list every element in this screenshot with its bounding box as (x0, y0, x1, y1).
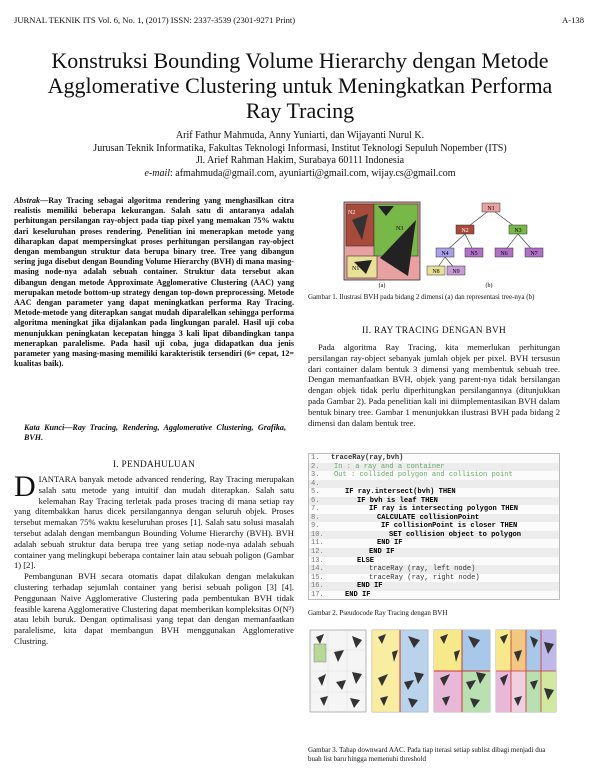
email-label: e-mail (144, 167, 170, 179)
code-line: 10. SET collision object to polygon (309, 531, 559, 540)
code-line: 8. CALCULATE collisionPoint (309, 514, 559, 523)
figure-3-caption: Gambar 3. Tahap downward AAC. Pada tiap iterasi setiap sublist dibagi menjadi dua buah list baru hingga memenuhi threshold (308, 746, 546, 763)
sub-label-a: (a) (378, 283, 386, 288)
figure-1-caption: Gambar 1. Ilustrasi BVH pada bidang 2 dimensi (a) dan representasi tree-nya (b) (308, 293, 535, 301)
figure-3-svg (308, 622, 560, 718)
code-line: 3. Out : collided polygon and collision point (311, 471, 513, 480)
pseudocode-block (308, 453, 560, 600)
code-line: 15. traceRay (ray, right node) (311, 573, 480, 582)
node-label: N7 (530, 251, 538, 257)
code-line: 12. END IF (309, 548, 559, 557)
code-line: 6. IF bvh is leaf THEN (309, 497, 559, 506)
aac-stage-1 (310, 630, 366, 712)
code-line: 2. In : a ray and a container (309, 463, 559, 472)
journal-header: JURNAL TEKNIK ITS Vol. 6, No. 1, (2017) ISSN: 2337-3539 (2301-9271 Print) (14, 15, 296, 25)
dropcap: D (14, 470, 36, 503)
node-label: N4 (441, 251, 449, 257)
fig-label: N1 (352, 266, 360, 272)
code-line: 11. END IF (311, 539, 403, 548)
code-line: 7. IF ray is intersecting polygon THEN (311, 505, 518, 514)
fig-label: N2 (348, 210, 356, 216)
tree-edges (436, 209, 534, 270)
section-heading-1: I. PENDAHULUAN (112, 460, 196, 470)
figure-2-caption: Gambar 2. Pseudocode Ray Tracing dengan BVH (308, 609, 448, 617)
code-line: 9. IF collisionPoint is closer THEN (311, 522, 518, 531)
aac-stage-3 (434, 630, 490, 712)
node-label: N6 (500, 251, 508, 257)
code-line: 1. traceRay(ray,bvh) (311, 454, 404, 462)
authors: Arif Fathur Mahmuda, Anny Yuniarti, dan Wijayanti Nurul K. (175, 130, 425, 141)
code-line: 5. IF ray.intersect(bvh) THEN (311, 488, 456, 497)
code-line: 14. traceRay (ray, left node) (309, 565, 559, 574)
node-label: N9 (452, 269, 460, 275)
section-2-body (308, 342, 560, 428)
page-number: A-138 (562, 15, 584, 25)
email-line (0, 168, 600, 181)
keywords-label: Kata Kunci (24, 423, 65, 432)
figure-1 (308, 200, 558, 288)
node-label: N5 (470, 251, 478, 257)
paragraph: Pembangunan BVH secara otomatis dapat dilakukan dengan melakukan clustering terhadap sejumlah container yang berisi sebuah poligon [3] [4]. Penggunaan Naive Agglomerative Clustering pada pembentukan BVH tidak feasible karena Agglomerative Clustering dapat memberikan kompleksitas O(N³) atau lebih buruk. Dengan optimalisasi yang tepat dan dengan memanfaatkan paralelisme, kita dapat membangun BVH menggunakan Agglomerative Clustring. (14, 571, 294, 646)
figure-3 (308, 622, 560, 718)
paper-title: Konstruksi Bounding Volume Hierarchy dengan Metode Agglomerative Clustering untuk Meningkatkan Performa Ray Tracing (47, 48, 553, 123)
address: Jl. Arief Rahman Hakim, Surabaya 60111 Indonesia (195, 155, 405, 166)
section-1-body (14, 470, 294, 647)
sub-label-b: (b) (485, 283, 493, 288)
paragraph: Pada algoritma Ray Tracing, kita memerlukan perhitungan persilangan ray-object sebanyak jumlah objek per pixel. BVH tersusun dari container dalam bentuk 3 dimensi yang membentuk sebuah tree. Dengan memanfaatkan BVH, objek yang parent-nya tidak bersilangan dengan objek tidak perlu diperhitungkan persilangannya (ditunjukkan pada Gambar 2). Pada penelitian kali ini diimplementasikan BVH dalam bentuk binary tree. Gambar 1 menunjukkan ilustrasi BVH pada bidang 2 dimensi dan dalam bentuk tree. (308, 342, 560, 428)
code-line: 4. (309, 480, 559, 489)
keywords-text: —Ray Tracing, Rendering, Agglomerative Clustering, Grafika, BVH. (24, 423, 286, 443)
section-heading-2: II. RAY TRACING DENGAN BVH (361, 326, 507, 336)
affiliation: Jurusan Teknik Informatika, Fakultas Teknologi Informasi, Institut Teknologi Sepuluh Nopember (ITS) (93, 142, 507, 154)
node-label: N8 (432, 269, 440, 275)
author-block (0, 130, 600, 180)
code-line: 13. ELSE (311, 556, 375, 565)
aac-stage-2 (372, 630, 428, 712)
code-line: 16. END IF (309, 582, 559, 591)
abstract (14, 196, 294, 369)
node-label: N1 (487, 206, 495, 212)
node-label: N2 (461, 228, 469, 234)
email: : afmahmuda@gmail.com, ayuniarti@gmail.com, wijay.cs@gmail.com (170, 167, 456, 179)
paragraph: IANTARA banyak metode advanced rendering, Ray Tracing merupakan salah satu metode yang intuitif dan mudah diterapkan. Salah satu kelemahan Ray Tracing terletak pada proses tracing di mana setiap ray yang ditembakkan harus dicek persilangannya dengan seluruh objek. Proses tersebut memakan 75% waktu keseluruhan proses [1]. Salah satu solusi masalah tersebut adalah dengan membangun Bounding Volume Hierarchy (BVH). BVH adalah sebuah struktur data berupa tree yang setiap node-nya adalah sebuah container yang melingkupi beberapa container lain atau sebuah poligon (Gambar 1) [2]. (14, 474, 294, 571)
figure-1-svg (308, 200, 558, 288)
fig-label: N3 (396, 226, 404, 232)
abstract-label: Abstrak (14, 196, 41, 205)
aac-stage-4 (496, 630, 556, 712)
abstract-text: —Ray Tracing sebagai algoritma rendering yang menghasilkan citra realistis memiliki beberapa kekurangan. Salah satu di antaranya adalah perhitungan persilangan ray-object pada tiap pixel yang memakan 75% waktu dari keseluruhan proses rendering. Penelitian ini menerapkan metode yang diharapkan dapat mempersingkat proses perhitungan persilangan ray-object dengan membangun struktur data berupa binary tree. Tree yang dibangun sering juga disebut dengan Bounding Volume Hierarchy (BVH) di mana masing-masing node-nya adalah sebuah container. Struktur data tersebut akan dibangun dengan metode Approximate Agglomerative Clustering (AAC) yang merupakan metode bottom-up strategy dengan top-down preprocessing. Metode AAC dengan parameter yang dapat meningkatkan performa Ray Tracing. Metode-metode yang diterapkan sangat mudah diparalelkan sehingga performa algoritma meningkat jika dijalankan pada lingkungan paralel. Hasil uji coba menunjukkan peningkatan kecepatan hingga 3 kali lipat dibandingkan tanpa menerapkan paralelisme. Pada hasil uji coba, juga didapatkan dua jenis parameter yang masing-masing memiliki karakteristik tersendiri (6= cepat, 12= kualitas baik). (14, 196, 294, 369)
code-line: 17. END IF (311, 590, 371, 599)
node-label: N3 (514, 228, 522, 234)
keywords (24, 423, 286, 443)
